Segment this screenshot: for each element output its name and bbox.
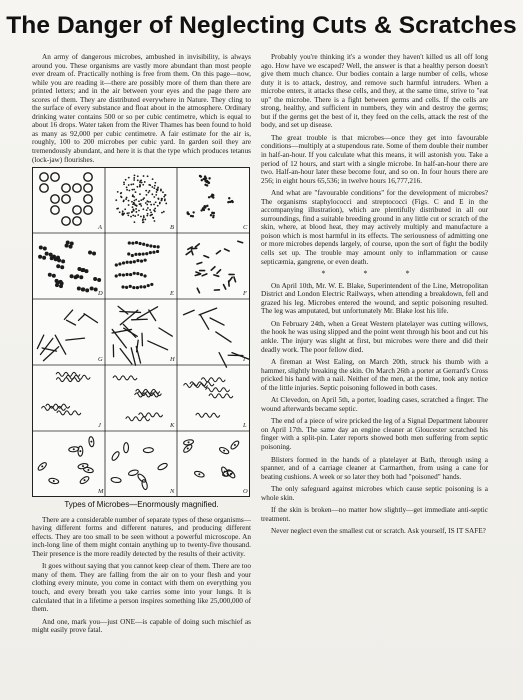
plate-label: E (170, 290, 174, 298)
plate-label: D (98, 290, 103, 298)
paragraph-everywhere: It goes without saying that you cannot keep clear of them. There are too many of them. They are falling from the air on to your flesh and your clothing every minute, you come in contact with them on everything you touch, and every breath you take carries some into your lungs. It is calculated that in a lifetime a person inspires something like 25,000,000 of them. (32, 562, 251, 614)
plate-label: K (170, 422, 175, 430)
microbe-illustration (32, 167, 250, 497)
paragraph-fireman: A fireman at West Ealing, on March 20th, struck his thumb with a hammer, slightly breaking the skin. On March 26th a porter at Gerrard's Cross pricked his hand with a nail. Neither of the men, at the time, took any notice of the little injuries. Septic poisoning followed in both cases. (261, 358, 488, 392)
plate-label: G (98, 356, 103, 364)
paragraph-blake: On April 10th, Mr. W. E. Blake, Superintendent of the Line, Metropolitan District and London Electric Railways, when attending a breakdown, fell and grazed his leg. Microbes entered the wound, and septic poisoning resulted. The leg was amputated, but unfortunately Mr. Blake lost his life. (261, 281, 488, 316)
plate-label: A (98, 224, 102, 232)
plate-label: O (243, 488, 248, 496)
plate-label: F (243, 290, 247, 298)
section-divider: * * * (321, 269, 428, 279)
paragraph-ask-yourself: Never neglect even the smallest cut or scratch. Ask yourself, IS IT SAFE? (271, 527, 486, 536)
paragraph-types: There are a considerable number of separate types of these organisms—having different forms and different natures, and producing different effects. They are too small to be seen without a powerful microscope. An inch-long line of them might contain anything up to twenty-five thousand. Their presence is the more readily detected by the results of their activity. (32, 515, 251, 558)
plate-label: J (98, 422, 101, 430)
plate-label: I (243, 356, 246, 364)
paragraph-clevedon: At Clevedon, on April 5th, a porter, loading cases, scratched a finger. The wound afterwards became septic. (261, 396, 488, 413)
illustration-caption: Types of Microbes—Enormously magnified. (64, 500, 219, 510)
paragraph-treatment: If the skin is broken—no matter how slightly—get immediate anti-septic treatment. (261, 506, 488, 523)
left-column (32, 53, 251, 639)
plate-label: L (243, 422, 247, 430)
plate-label: N (170, 488, 175, 496)
paragraph-blisters: Blisters formed in the hands of a platelayer at Bath, through using a spanner, and of a carriage cleaner at Carmarthen, from using a cane for beating cushions. A week or so later they both had "poisoned" hands. (261, 455, 488, 481)
plate-label: B (170, 224, 174, 232)
plate-label: H (170, 356, 175, 364)
paragraph-platelayer: On February 24th, when a Great Western platelayer was cutting willows, the hook he was using slipped and the point went through his boot and cut his ankle. The injury was slight at first, but microbes were there and did their deadly work. The poor fellow died. (261, 319, 488, 354)
intro-paragraph: An army of dangerous microbes, ambushed in invisibility, is always around you. These organisms are vastly more abundant than most people ever dream of. Practically nothing is free from them. On this page—now, while you are reading it—there are possibly more of them than there are printed letters; and in the air between your eyes and the page there are scores of them. They are distributed everywhere in Nature. They cling to the surface of every substance and float about in the atmosphere. Ordinary drinking water contains 500 or so per cubic centimetre, which is equal to about 16 drops. Water taken from the River Thames has been found to hold as many as 92,000 per cubic centimetre. A fair estimate for the air is, roughly, 100 to 200 microbes per cubic yard. In garden soil they are tremendously abundant, and here it is that the type which produces tetanus (lock-jaw) flourishes. (32, 53, 251, 164)
paragraph-cells: Probably you're thinking it's a wonder they haven't killed us all off long ago. How have we escaped? Well, the answer is that a healthy person doesn't give them much chance. Our bodies contain a large number of cells, whose duty it is to attack, destroy, and remove such harmful intruders. When a microbe enters, it attacks these cells, and they, at the same time, strive to "eat up" the microbe. There is a fight between germs and cells. If the cells are strong, healthy, and sufficient in numbers, they win and destroy the germs; but if the germs get the best of it, they feed on the cells, attack the rest of the body, and set up disease. (261, 53, 488, 130)
right-column (261, 53, 488, 540)
paragraph-multiply: The great trouble is that microbes—once they get into favourable conditions—multiply at a stupendous rate. Some of them double their number in half-an-hour. If you calculate what this means, it will astonish you. Take a period of 12 hours, and start with a single microbe. In half-an-hour there are two. Half-an-hour later these become four, and so on. In four hours there are 256; in eight hours 65,536; in twelve hours 16,777,216. (261, 133, 488, 185)
page-title: The Danger of Neglecting Cuts & Scratches (6, 12, 517, 39)
paragraph-safeguard: The only safeguard against microbes which cause septic poisoning is a whole skin. (261, 485, 488, 502)
paragraph-conditions: And what are "favourable conditions" for the development of microbes? The organisms staphylococci and streptococci (Figs. C and E in the accompanying illustration), which are plentifully distributed in all our surroundings, find a suitable breeding ground in any little cut or scratch of the skin, where, at blood heat, they may actively multiply and manufacture a poison which is most harmful in its effects. The seriousness of admitting one or more microbes depends largely, of course, upon the sort of fight the bodily cells set up. The trouble may amount only to inflammation or cause septicæmia, gangrene, or even death. (261, 189, 488, 266)
microbe-plates (32, 167, 250, 497)
paragraph-wire: The end of a piece of wire pricked the leg of a Signal Department labourer on April 17th. The same day an engine cleaner at Gloucester scratched his finger with a split-pin. Later reports showed both men suffering from septic poisoning. (261, 417, 488, 451)
plate-label: C (243, 224, 248, 232)
plate-label: M (98, 488, 104, 496)
paragraph-one-microbe: And one, mark you—just ONE—is capable of doing such mischief as might easily prove fatal. (32, 617, 251, 635)
